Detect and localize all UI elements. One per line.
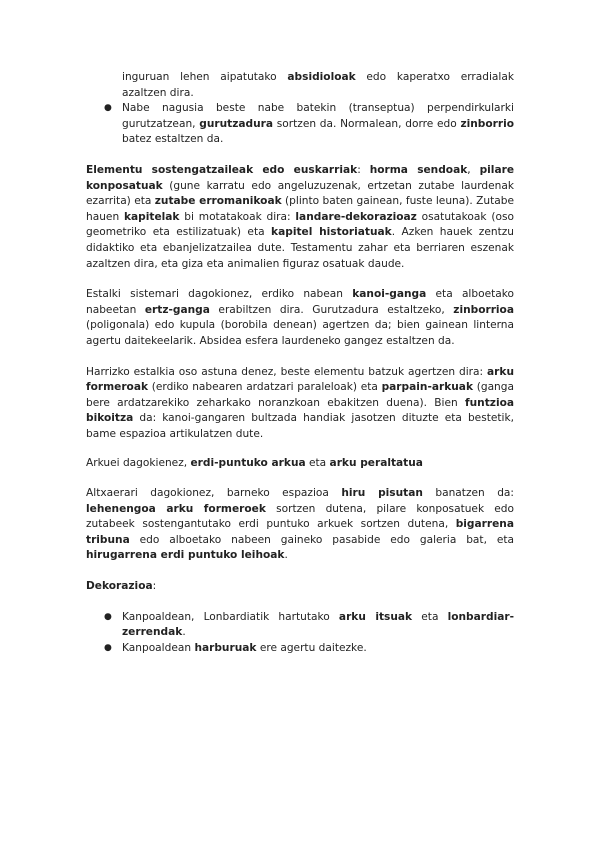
bullet-icon: ● — [104, 642, 112, 653]
bold-term: landare-dekorazioaz — [295, 210, 417, 223]
bold-term: zinborrio — [460, 117, 514, 130]
elevation-paragraph — [86, 486, 514, 564]
bold-term: zutabe erromanikoak — [154, 195, 282, 208]
bullet-icon: ● — [104, 103, 112, 114]
bold-term: lonbardiar-zerrendak — [122, 610, 515, 639]
bold-term: funtzioa bikoitza — [86, 396, 514, 425]
text-run: batez estaltzen da. — [122, 133, 224, 146]
text-run: Altxaerari dagokionez, barneko espazioa — [86, 487, 342, 500]
bold-term: arku formeroak — [86, 365, 514, 394]
text-run: . Azken hauek zentzu didaktiko eta ebanjelizatzailea dute. Testamentu zahar eta berriaren eszenak azaltzen dira, eta giza eta animalien figuraz osatuak daude. — [86, 226, 515, 270]
bold-term: arku peraltatua — [329, 457, 423, 470]
text-run: , — [467, 163, 480, 176]
text-run: banatzen da: — [422, 487, 514, 500]
text-run: : — [357, 163, 370, 176]
decoration-heading — [86, 579, 514, 595]
text-run: Kanpoaldean, Lonbardiatik hartutako — [122, 610, 339, 623]
list-item — [86, 101, 514, 148]
arches-paragraph — [86, 365, 514, 443]
list-item — [86, 641, 514, 657]
text-run: Arkuei dagokienez, — [86, 457, 191, 470]
bold-term: hirugarrena erdi puntuko leihoak — [86, 549, 285, 562]
list-item-continuation — [86, 70, 514, 101]
bullet-icon: ● — [104, 611, 112, 622]
bold-term: parpain-arkuak — [381, 381, 473, 394]
bold-term: absidioloak — [287, 71, 356, 83]
roofing-paragraph — [86, 287, 514, 349]
text-run: Estalki sistemari dagokionez, erdiko nabean — [86, 288, 353, 301]
bold-term: zinborrioa — [453, 303, 514, 316]
bullet-list — [86, 101, 514, 148]
bold-term: harburuak — [194, 641, 257, 654]
bold-term: Elementu sostengatzaileak edo euskarriak — [86, 163, 358, 176]
text-run: Nabe nagusia beste nabe batekin (transeptua) perpendirkularki gurutzatzean, — [122, 102, 514, 130]
text-run: inguruan lehen aipatutako — [122, 71, 288, 83]
bold-term: gurutzadura — [199, 117, 274, 130]
text-run: edo alboetako nabeen gaineko pasabide edo galeria bat, eta — [129, 533, 514, 546]
text-run: . — [182, 626, 186, 639]
text-run: eta — [412, 610, 448, 623]
text-run: eta — [305, 457, 330, 470]
text-run: da: kanoi-gangaren bultzada handiak jasotzen dituzte eta bestetik, bame espazioa artikulatzen dute. — [86, 412, 514, 440]
bold-term: bigarrena tribuna — [86, 518, 514, 546]
text-run: Kanpoaldean — [122, 641, 195, 654]
text-run: (poligonala) edo kupula (borobila denean) agertzen da; bien gainean linterna agertu daitekeelarik. Absidea esfera laurdeneko gangez estaltzen da. — [86, 319, 514, 347]
text-run: bi motatakoak dira: — [179, 210, 296, 223]
bold-term: horma sendoak — [369, 163, 468, 176]
text-run: (plinto baten gainean, fuste leuna). Zutabe hauen — [86, 195, 514, 223]
text-run: (ganga bere ardatzarekiko zeharkako noranzkoan ebakitzen duena). Bien — [86, 381, 514, 409]
document-body — [86, 70, 514, 656]
text-run: Harrizko estalkia oso astuna denez, beste elementu batzuk agertzen dira: — [86, 365, 488, 378]
text-run: sortzen dutena, pilare konposatuek edo zutabeek sostengantutako erdi puntuko arkuek sortzen dutena, — [86, 502, 515, 531]
text-run: erabiltzen dira. Gurutzadura estaltzeko, — [209, 303, 454, 316]
decoration-list — [86, 610, 514, 657]
text-run: osatutakoak (oso geometriko eta estilizatuak) eta — [86, 210, 514, 239]
bold-term: arku itsuak — [338, 610, 413, 623]
bold-term: hiru pisutan — [341, 487, 423, 500]
text-run: (erdiko nabearen ardatzari paraleloak) eta — [148, 381, 382, 394]
text-run: sortzen da. Normalean, dorre edo — [273, 117, 461, 130]
bold-term: kapitelak — [123, 210, 180, 223]
text-run: eta alboetako nabeetan — [86, 288, 514, 316]
bold-term: kanoi-ganga — [352, 288, 427, 301]
bold-term: ertz-ganga — [144, 303, 210, 316]
text-run: : — [152, 580, 157, 593]
bold-term: erdi-puntuko arkua — [190, 457, 306, 470]
bold-term: Dekorazioa — [86, 580, 153, 593]
text-run: edo kaperatxo erradialak azaltzen dira. — [122, 71, 514, 99]
arch-types-paragraph — [86, 456, 514, 472]
text-run: . — [284, 549, 288, 562]
text-run: (gune karratu edo angeluzuzenak, ertzetan zutabe laurdenak ezarrita) eta — [86, 179, 514, 208]
supports-paragraph — [86, 163, 514, 272]
bold-term: lehenengoa arku formeroek — [86, 502, 266, 515]
bold-term: kapitel historiatuak — [271, 226, 392, 239]
list-item — [86, 610, 514, 641]
bold-term: pilare konposatuak — [86, 163, 514, 192]
text-run: ere agertu daitezke. — [256, 641, 367, 654]
